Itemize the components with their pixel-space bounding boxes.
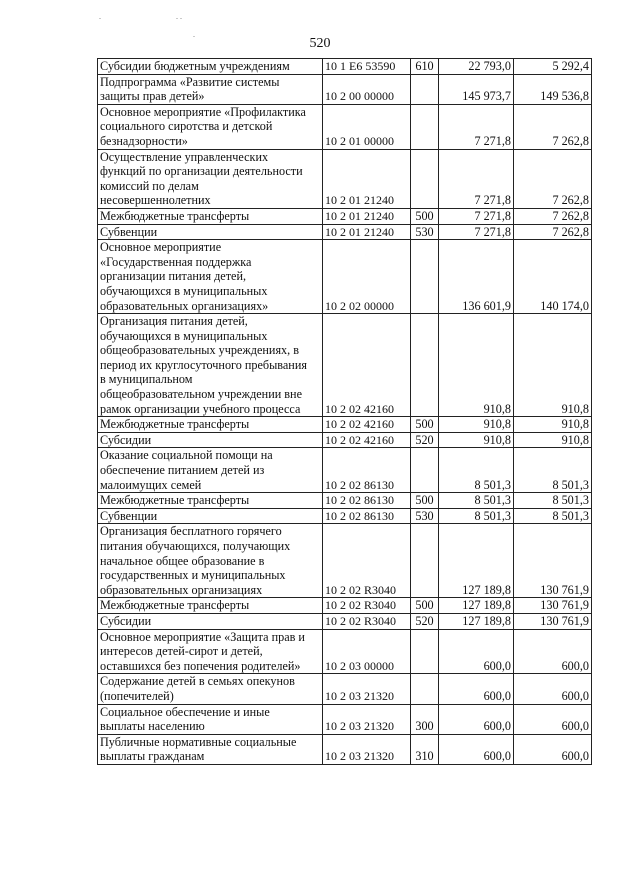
table-row: [98, 104, 592, 149]
item-name-cell: Социальное обеспечение и иные выплаты населению: [98, 704, 323, 734]
expense-type-cell: [411, 240, 439, 314]
amount-first-year-cell: 7 271,8: [439, 149, 514, 208]
classification-code-cell: 10 2 03 21320: [323, 734, 411, 764]
amount-first-year-cell: 127 189,8: [439, 524, 514, 598]
classification-code-cell: 10 2 00 00000: [323, 74, 411, 104]
amount-first-year-cell: 600,0: [439, 734, 514, 764]
table-row: [98, 674, 592, 704]
amount-first-year-cell: 8 501,3: [439, 493, 514, 509]
amount-second-year-cell: 149 536,8: [514, 74, 592, 104]
expense-type-cell: 300: [411, 704, 439, 734]
expense-type-cell: 500: [411, 208, 439, 224]
expense-type-cell: 310: [411, 734, 439, 764]
item-name-cell: Межбюджетные трансферты: [98, 598, 323, 614]
item-name-cell: Субвенции: [98, 224, 323, 240]
expense-type-cell: 610: [411, 59, 439, 75]
table-row: [98, 314, 592, 417]
item-name-cell: Субсидии: [98, 432, 323, 448]
expense-type-cell: 500: [411, 417, 439, 433]
classification-code-cell: 10 2 02 R3040: [323, 613, 411, 629]
page-number: 520: [309, 36, 331, 51]
expense-type-cell: [411, 674, 439, 704]
classification-code-cell: 10 2 02 00000: [323, 240, 411, 314]
classification-code-cell: 10 2 02 42160: [323, 417, 411, 433]
item-name-cell: Субвенции: [98, 508, 323, 524]
expense-type-cell: 530: [411, 508, 439, 524]
classification-code-cell: 10 2 02 42160: [323, 432, 411, 448]
classification-code-cell: 10 2 03 21320: [323, 704, 411, 734]
amount-second-year-cell: 130 761,9: [514, 613, 592, 629]
budget-table-body: [98, 59, 592, 765]
amount-second-year-cell: 8 501,3: [514, 508, 592, 524]
amount-second-year-cell: 7 262,8: [514, 149, 592, 208]
amount-second-year-cell: 600,0: [514, 734, 592, 764]
expense-type-cell: [411, 149, 439, 208]
table-row: [98, 613, 592, 629]
amount-second-year-cell: 600,0: [514, 704, 592, 734]
scan-mark: .: [99, 12, 101, 21]
expense-type-cell: [411, 314, 439, 417]
amount-second-year-cell: 600,0: [514, 629, 592, 674]
amount-first-year-cell: 910,8: [439, 432, 514, 448]
amount-first-year-cell: 600,0: [439, 629, 514, 674]
amount-second-year-cell: 130 761,9: [514, 524, 592, 598]
table-row: [98, 74, 592, 104]
classification-code-cell: 10 2 02 86130: [323, 448, 411, 493]
item-name-cell: Межбюджетные трансферты: [98, 493, 323, 509]
item-name-cell: Подпрограмма «Развитие системы защиты прав детей»: [98, 74, 323, 104]
classification-code-cell: 10 1 E6 53590: [323, 59, 411, 75]
amount-first-year-cell: 600,0: [439, 674, 514, 704]
amount-first-year-cell: 8 501,3: [439, 508, 514, 524]
item-name-cell: Межбюджетные трансферты: [98, 208, 323, 224]
amount-second-year-cell: 910,8: [514, 417, 592, 433]
expense-type-cell: [411, 74, 439, 104]
amount-first-year-cell: 8 501,3: [439, 448, 514, 493]
amount-second-year-cell: 7 262,8: [514, 104, 592, 149]
amount-second-year-cell: 8 501,3: [514, 493, 592, 509]
amount-second-year-cell: 7 262,8: [514, 208, 592, 224]
table-row: [98, 524, 592, 598]
item-name-cell: Публичные нормативные социальные выплаты гражданам: [98, 734, 323, 764]
table-row: [98, 149, 592, 208]
amount-first-year-cell: 127 189,8: [439, 598, 514, 614]
table-row: [98, 508, 592, 524]
classification-code-cell: 10 2 03 21320: [323, 674, 411, 704]
classification-code-cell: 10 2 02 42160: [323, 314, 411, 417]
table-row: [98, 224, 592, 240]
classification-code-cell: 10 2 01 21240: [323, 224, 411, 240]
amount-second-year-cell: 910,8: [514, 432, 592, 448]
classification-code-cell: 10 2 01 00000: [323, 104, 411, 149]
expense-type-cell: 520: [411, 613, 439, 629]
item-name-cell: Основное мероприятие «Защита прав и интересов детей-сирот и детей, оставшихся без попечения родителей»: [98, 629, 323, 674]
item-name-cell: Осуществление управленческих функций по организации деятельности комиссий по делам несовершеннолетних: [98, 149, 323, 208]
classification-code-cell: 10 2 01 21240: [323, 208, 411, 224]
classification-code-cell: 10 2 02 R3040: [323, 598, 411, 614]
expense-type-cell: [411, 448, 439, 493]
classification-code-cell: 10 2 02 R3040: [323, 524, 411, 598]
expense-type-cell: 500: [411, 598, 439, 614]
amount-first-year-cell: 136 601,9: [439, 240, 514, 314]
amount-first-year-cell: 7 271,8: [439, 104, 514, 149]
amount-first-year-cell: 127 189,8: [439, 613, 514, 629]
item-name-cell: Субсидии бюджетным учреждениям: [98, 59, 323, 75]
expense-type-cell: [411, 104, 439, 149]
amount-first-year-cell: 7 271,8: [439, 208, 514, 224]
item-name-cell: Оказание социальной помощи на обеспечение питанием детей из малоимущих семей: [98, 448, 323, 493]
item-name-cell: Основное мероприятие «Профилактика социального сиротства и детской безнадзорности»: [98, 104, 323, 149]
expense-type-cell: [411, 524, 439, 598]
expense-type-cell: 500: [411, 493, 439, 509]
classification-code-cell: 10 2 01 21240: [323, 149, 411, 208]
table-row: [98, 448, 592, 493]
expense-type-cell: [411, 629, 439, 674]
item-name-cell: Организация питания детей, обучающихся в муниципальных общеобразовательных учреждениях, в период их круглосуточного пребывания в муниципальном общеобразовательном учреждении вне рамок организации учебного процесса: [98, 314, 323, 417]
table-row: [98, 629, 592, 674]
amount-first-year-cell: 600,0: [439, 704, 514, 734]
table-row: [98, 240, 592, 314]
amount-first-year-cell: 22 793,0: [439, 59, 514, 75]
amount-first-year-cell: 145 973,7: [439, 74, 514, 104]
scan-mark: .: [193, 30, 195, 39]
item-name-cell: Основное мероприятие «Государственная поддержка организации питания детей, обучающихся в муниципальных образовательных организациях»: [98, 240, 323, 314]
item-name-cell: Субсидии: [98, 613, 323, 629]
expense-type-cell: 520: [411, 432, 439, 448]
amount-second-year-cell: 7 262,8: [514, 224, 592, 240]
item-name-cell: Межбюджетные трансферты: [98, 417, 323, 433]
expense-type-cell: 530: [411, 224, 439, 240]
amount-second-year-cell: 910,8: [514, 314, 592, 417]
amount-first-year-cell: 910,8: [439, 314, 514, 417]
amount-first-year-cell: 910,8: [439, 417, 514, 433]
table-row: [98, 208, 592, 224]
classification-code-cell: 10 2 02 86130: [323, 508, 411, 524]
amount-second-year-cell: 600,0: [514, 674, 592, 704]
classification-code-cell: 10 2 03 00000: [323, 629, 411, 674]
budget-table: [97, 58, 592, 765]
amount-second-year-cell: 130 761,9: [514, 598, 592, 614]
table-row: [98, 598, 592, 614]
amount-second-year-cell: 8 501,3: [514, 448, 592, 493]
item-name-cell: Содержание детей в семьях опекунов (попечителей): [98, 674, 323, 704]
table-row: [98, 493, 592, 509]
table-row: [98, 704, 592, 734]
scan-mark: . .: [176, 12, 182, 21]
item-name-cell: Организация бесплатного горячего питания обучающихся, получающих начальное общее образование в государственных и муниципальных образовательных организациях: [98, 524, 323, 598]
table-row: [98, 59, 592, 75]
classification-code-cell: 10 2 02 86130: [323, 493, 411, 509]
table-row: [98, 417, 592, 433]
table-row: [98, 432, 592, 448]
table-row: [98, 734, 592, 764]
amount-second-year-cell: 140 174,0: [514, 240, 592, 314]
amount-second-year-cell: 5 292,4: [514, 59, 592, 75]
amount-first-year-cell: 7 271,8: [439, 224, 514, 240]
